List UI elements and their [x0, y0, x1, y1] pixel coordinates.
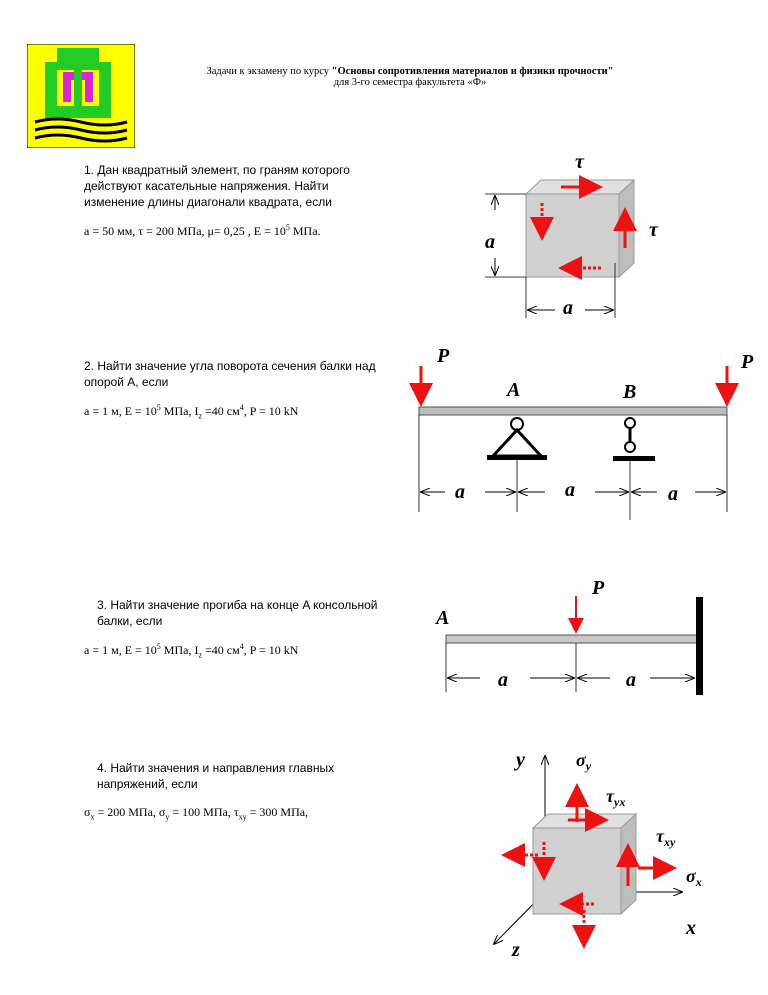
- label-A: A: [507, 379, 521, 401]
- problem-4-text: 4. Найти значения и направления главных напряжений, если $\sigma_x = 200$ МПа, $\sigma_y = 100$ МПа, $\tau_{xy} = 300$ МПа,: [97, 760, 397, 825]
- problem-3-diagram: [430, 570, 720, 700]
- problem-2-params: a = 1 м, $E = 10^5$ МПа, $I_z =40$ $см^4$, P = 10 kN: [84, 403, 299, 421]
- label-A: A: [436, 607, 450, 629]
- label-P-left: P: [437, 345, 450, 367]
- problem-4-diagram: [480, 728, 730, 990]
- label-sigma-y: $\sigma_y$: [576, 750, 592, 773]
- label-tau-top: τ: [575, 151, 584, 173]
- axis-z-label: z: [512, 939, 520, 961]
- label-a-left: a: [485, 231, 495, 253]
- label-B: B: [623, 381, 637, 403]
- label-a-bottom: a: [563, 297, 573, 319]
- axis-x-label: x: [686, 917, 696, 939]
- faculty-logo: [27, 44, 135, 148]
- label-sigma-x: $\sigma_x$: [686, 866, 702, 889]
- logo-emblem-icon: [27, 44, 135, 148]
- problem-2-diagram: [405, 340, 765, 520]
- problem-2-text: 2. Найти значение угла поворота сечения балки над опорой A, если a = 1 м, $E = 10^5$ МПа, $I_z =40$ $см^4$, P = 10 kN: [84, 358, 384, 424]
- label-tau-yx: $\tau_{yx}$: [606, 786, 626, 809]
- problem-1-params: a = 50 мм, τ = 200 МПа, μ= 0,25 , $E = 10^5$ МПа.: [84, 223, 321, 238]
- axis-y-label: y: [516, 749, 525, 771]
- header-line-2: для 3-го семестра факультета «Ф»: [333, 77, 487, 88]
- exam-header: [140, 66, 680, 88]
- course-title: "Основы сопротивления материалов и физики прочности": [331, 66, 614, 77]
- label-tau-xy: $\tau_{xy}$: [656, 826, 676, 849]
- problem-1-text: 1. Дан квадратный элемент, по граням которого действуют касательные напряжения. Найти изменение длины диагонали квадрата, если a = 50 мм, τ = 200 МПа, μ= 0,25 , $E = 10^5$ МПа.: [84, 162, 374, 239]
- label-a-2: a: [565, 479, 575, 501]
- label-P-right: P: [741, 351, 754, 373]
- label-a-1: a: [498, 669, 508, 691]
- header-line-1: Задачи к экзамену по курсу "Основы сопротивления материалов и физики прочности": [206, 66, 614, 77]
- problem-1-diagram: [455, 148, 685, 323]
- problem-3-params: a = 1 м, $E = 10^5$ МПа, $I_z =40$ $см^4$, P = 10 kN: [84, 642, 299, 660]
- label-tau-right: τ: [649, 219, 658, 241]
- problem-4-params: $\sigma_x = 200$ МПа, $\sigma_y = 100$ МПа, $\tau_{xy} = 300$ МПа,: [84, 805, 309, 822]
- label-a-2: a: [626, 669, 636, 691]
- problem-3-text: 3. Найти значение прогиба на конце A консольной балки, если a = 1 м, $E = 10^5$ МПа, $I_z =40$ $см^4$, P = 10 kN: [97, 597, 397, 663]
- label-a-3: a: [668, 483, 678, 505]
- label-P: P: [592, 577, 605, 599]
- label-a-1: a: [455, 481, 465, 503]
